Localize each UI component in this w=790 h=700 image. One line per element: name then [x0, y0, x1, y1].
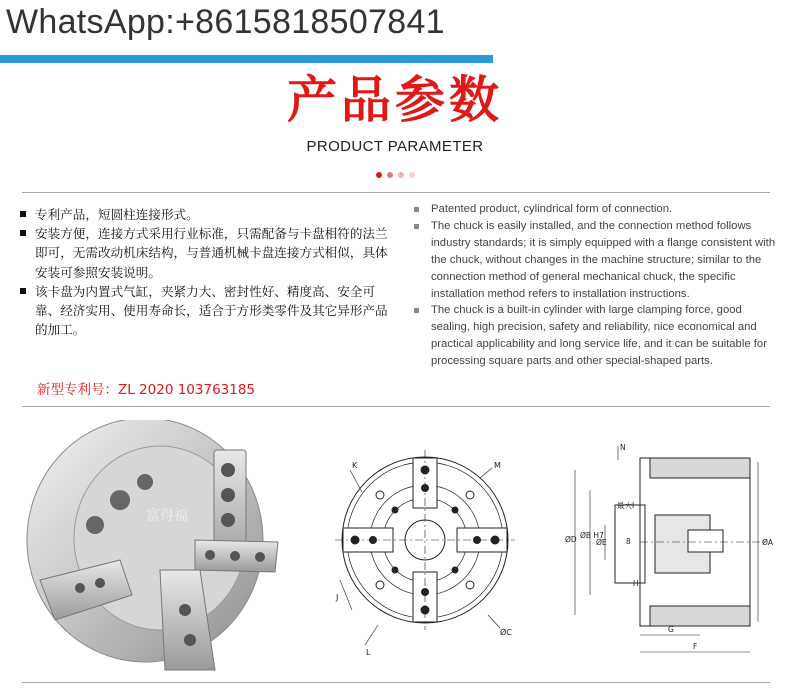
- side-label-8: 8: [626, 537, 631, 546]
- front-view-drawing: [335, 450, 515, 645]
- whatsapp-banner: [0, 0, 790, 56]
- side-label-a: ØA: [762, 538, 774, 547]
- bullet-icon: [414, 224, 419, 229]
- photo-watermark: 富得福: [146, 508, 188, 524]
- bullet-icon: [20, 211, 26, 217]
- side-label-f: F: [693, 642, 698, 651]
- side-label-h: H: [633, 579, 639, 588]
- product-images: [0, 420, 790, 675]
- bullet-icon: [414, 207, 419, 212]
- features-en-list: [414, 201, 780, 370]
- bullet-icon: [20, 230, 26, 236]
- title-dot: [387, 172, 393, 178]
- feature-en-item: Patented product, cylindrical form of connection.: [414, 201, 780, 218]
- feature-cn-item: 该卡盘为内置式气缸，夹紧力大、密封性好、精度高、安全可靠、经济实用、使用寿命长，适合于方形类零件及其它异形产品的加工。: [20, 282, 392, 340]
- title-dot: [409, 172, 415, 178]
- section-title-cn: 产品参数: [287, 71, 503, 129]
- top-divider: [22, 192, 770, 193]
- front-label-j: J: [336, 593, 339, 602]
- side-view-drawing: [575, 446, 765, 652]
- whatsapp-contact: WhatsApp:+8615818507841: [6, 3, 445, 41]
- front-label-l: L: [366, 648, 371, 657]
- title-dot: [398, 172, 404, 178]
- side-label-max: 最大I: [617, 501, 635, 510]
- features-cn-list: [20, 205, 392, 339]
- bullet-icon: [20, 288, 26, 294]
- title-dots: [376, 172, 415, 178]
- feature-en-item: The chuck is easily installed, and the connection method follows industry standards; it is simply equipped with a flange consistent with the chuck, without changes in the machine structure; similar to the connection method of general mechanical chuck, the specific installation method refers to installation instructions.: [414, 218, 780, 303]
- front-label-k: K: [352, 461, 358, 470]
- section-title-en: PRODUCT PARAMETER: [306, 138, 484, 155]
- feature-en-item: The chuck is a built-in cylinder with large clamping force, good sealing, high precision, safety and reliability, nice economical and practical applicability and long service life, and it can be suitable for processing square parts and other special-shaped parts.: [414, 302, 780, 370]
- bottom-divider: [22, 682, 770, 683]
- side-label-n: N: [620, 443, 626, 452]
- front-label-m: M: [494, 461, 501, 470]
- feature-cn-item: 安装方便，连接方式采用行业标准，只需配备与卡盘相符的法兰即可，无需改动机床结构，与普通机械卡盘连接方式相似，具体安装可参照安装说明。: [20, 224, 392, 282]
- side-label-g: G: [668, 625, 674, 634]
- feature-cn-item: 专利产品，短圆柱连接形式。: [20, 205, 392, 224]
- side-label-b: ØB H7: [580, 531, 604, 540]
- chuck-photo: [27, 420, 278, 670]
- side-label-e: ØE: [596, 538, 607, 547]
- patent-number: 新型专利号：ZL 2020 103763185: [37, 382, 256, 398]
- front-label-c: ØC: [500, 628, 512, 637]
- side-label-d: ØD: [565, 535, 577, 544]
- bullet-icon: [414, 308, 419, 313]
- title-dot: [376, 172, 382, 178]
- middle-divider: [22, 406, 770, 407]
